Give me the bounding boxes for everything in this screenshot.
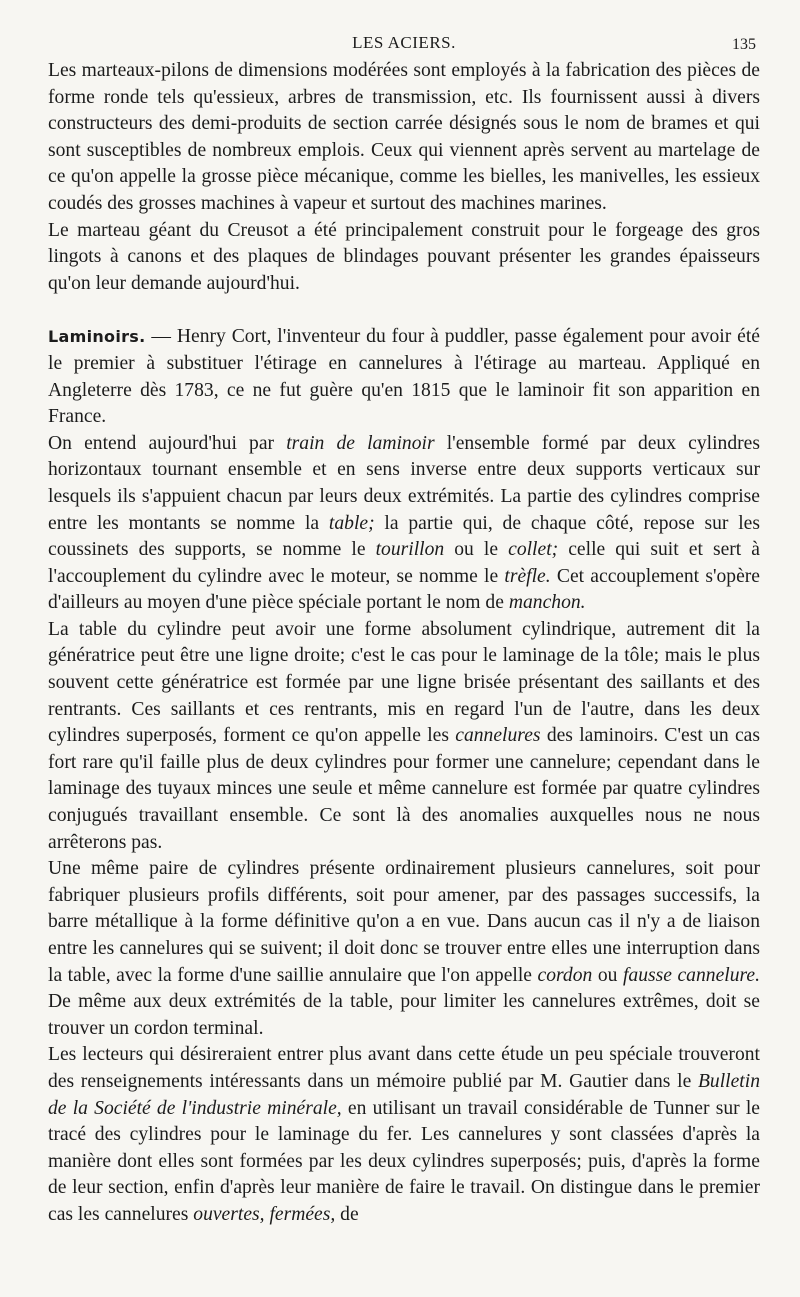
p4-text-d: ou le [444,539,509,561]
section-gap [48,297,760,324]
p5-text-a: La table du cylindre peut avoir une forme absolument cylindrique, autrement dit la génératrice peut être une ligne droite; c'est le cas pour le laminage de la tôle; mais le plus souvent cette génératrice est formée par une ligne brisée présentant des saillants et des rentrants. Ces saillants et ces rentrants, mis en regard l'un de l'autre, dans les deux cylindres superposés, forment ce qu'on appelle les [48,618,760,747]
paragraph-2: Le marteau géant du Creusot a été principalement construit pour le forgeage des gros lingots à canons et des plaques de blindages pouvant présenter les grandes épaisseurs qu'on leur demande aujourd'hui. [48,219,760,294]
term-collet: collet; [508,539,559,561]
term-table: table; [328,512,375,534]
body-text [48,58,760,1229]
p5-text-b: des laminoirs. C'est un cas fort rare qu'il faille plus de deux cylindres pour former une cannelure; cependant dans le laminage des tuyaux minces une seule et même cannelure est formée par quatre cylindres conjugués travaillant ensemble. Ce sont là des anomalies auxquelles nous ne nous arrêterons pas. [48,725,761,853]
p4-text-f: Cet accouplement s'opère d'ailleurs au moyen d'une pièce spéciale portant le nom de [48,565,760,614]
p4-text-b: l'ensemble formé par deux cylindres horizontaux tournant ensemble et en sens inverse entre deux supports verticaux sur lesquels ils s'appuient chacun par leurs deux extrémités. La partie des cylindres comprise entre les montants se nomme la [48,432,760,534]
term-train-de-laminoir: train de laminoir [286,432,435,454]
paragraph-5 [48,617,760,856]
p7-text-c: de [335,1203,359,1225]
p6-text-b: ou [592,964,623,986]
paragraph-1: Les marteaux-pilons de dimensions modérées sont employés à la fabrication des pièces de forme ronde tels qu'essieux, arbres de transmission, etc. Ils fournissent aussi à divers constructeurs des demi-produits de section carrée désignés sous le nom de brames et qui sont susceptibles de nombreux emplois. Ceux qui viennent après servent au martelage de ce qu'on appelle la grosse pièce mécanique, comme les bielles, les manivelles, les essieux coudés des grosses machines à vapeur et surtout des machines marines. [48,60,760,214]
p4-text-a: On entend aujourd'hui par [48,432,287,454]
p4-text-e: celle qui suit et sert à l'accouplement du cylindre avec le moteur, se nomme le [48,539,761,587]
term-cannelures: cannelures [455,725,541,747]
term-cordon: cordon [537,964,593,986]
paragraph-4 [48,431,760,617]
term-trefle: trèfle. [504,565,551,587]
p7-text-a: Les lecteurs qui désireraient entrer plus avant dans cette étude un peu spéciale trouveront des renseignements intéressants dans un mémoire publié par M. Gautier dans le [48,1044,760,1092]
running-title: LES ACIERS. [352,33,456,52]
section-heading-laminoirs: Laminoirs. [48,327,146,347]
term-manchon: manchon. [508,592,586,614]
p7-text-b: en utilisant un travail considérable de Tunner sur le tracé des cylindres pour le laminage du fer. Les cannelures y sont classées d'après la manière dont elles sont formées par les deux cylindres superposés; puis, d'après la forme de leur section, enfin d'après leur manière de faire le travail. On distingue dans le premier cas les cannelures [48,1097,760,1225]
citation-bulletin: Bulletin de la Société de l'industrie minérale, [48,1070,760,1119]
page-number: 135 [732,36,756,53]
term-tourillon: tourillon [375,539,445,561]
paragraph-3-text: — Henry Cort, l'inventeur du four à puddler, passe également pour avoir été le premier à substituer l'étirage en cannelures à l'étirage au marteau. Appliqué en Angleterre dès 1783, ce ne fut guère qu'en 1815 que le laminoir fit son apparition en France. [48,326,760,428]
paragraph-7 [48,1042,760,1228]
paragraph-6 [48,856,760,1042]
term-ouvertes-fermees: ouvertes, fermées, [193,1203,336,1225]
running-head [48,0,760,58]
term-fausse-cannelure: fausse cannelure. [622,964,761,986]
p6-text-c: De même aux deux extrémités de la table, pour limiter les cannelures extrêmes, doit se trouver un cordon terminal. [48,991,760,1039]
p6-text-a: Une même paire de cylindres présente ordinairement plusieurs cannelures, soit pour fabriquer plusieurs profils différents, soit pour amener, par des passages successifs, la barre métallique à la forme définitive qu'on a en vue. Dans aucun cas il n'y a de liaison entre les cannelures qui se suivent; il doit donc se trouver entre elles une interruption dans la table, avec la forme d'une saillie annulaire que l'on appelle [48,858,760,986]
p4-text-c: la partie qui, de chaque côté, repose sur les coussinets des supports, se nomme le [48,512,760,561]
paragraph-3 [48,324,760,430]
